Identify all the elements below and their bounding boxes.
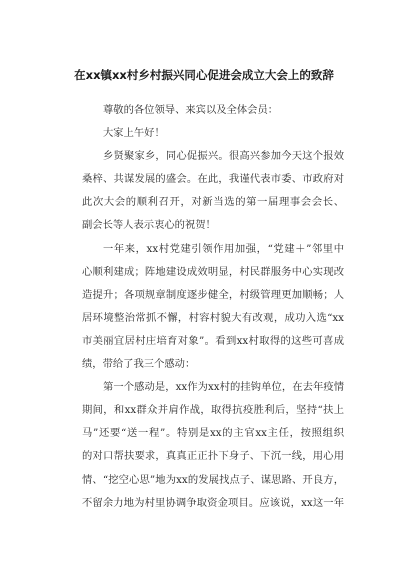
text-line: 桑梓、共谋发展的盛会。在此，我谨代表市委、市政府对 bbox=[82, 173, 344, 186]
text-line: 市美丽宜居村庄培育对象”。看到xx村取得的这些可喜成 bbox=[82, 334, 344, 347]
text-line: 造提升；各项规章制度逐步健全，村级管理更加顺畅；人 bbox=[82, 288, 344, 301]
text-line: 此次大会的顺利召开，对新当选的第一届理事会会长、 bbox=[82, 196, 344, 209]
text-line: 期间，和xx群众并肩作战，取得抗疫胜利后，坚持“扶上 bbox=[82, 404, 344, 417]
text-line: 情、“挖空心思”地为xx的发展找点子、谋思路、开良方， bbox=[82, 473, 344, 486]
text-line: 心顺利建成；阵地建设成效明显，村民群服务中心实现改 bbox=[82, 265, 344, 278]
document-body bbox=[82, 99, 344, 515]
document-title: 在xx镇xx村乡村振兴同心促进会成立大会上的致辞 bbox=[74, 68, 334, 82]
text-line: 尊敬的各位领导、来宾以及全体会员： bbox=[103, 104, 279, 116]
text-line: 不留余力地为村里协调争取资金项目。应该说，xx这一年 bbox=[82, 496, 344, 509]
text-line: 居环境整治常抓不懈，村容村貌大有改观，成功入选“xx bbox=[82, 311, 344, 324]
text-line: 乡贤聚家乡，同心促振兴。很高兴参加今天这个报效 bbox=[103, 150, 344, 163]
text-line: 一年来，xx村党建引领作用加强，“党建＋”邻里中 bbox=[103, 242, 344, 255]
text-line: 的对口帮扶要求，真真正正扑下身子、下沉一线，用心用 bbox=[82, 450, 344, 463]
text-line: 马”还要“送一程”。特别是xx的主官xx主任，按照组织 bbox=[82, 427, 344, 440]
text-line: 副会长等人表示衷心的祝贺！ bbox=[82, 219, 216, 232]
text-line: 第一个感动是，xx作为xx村的挂钩单位，在去年疫情 bbox=[103, 381, 344, 394]
text-line: 绩，带给了我三个感动： bbox=[82, 358, 196, 371]
text-line: 大家上午好！ bbox=[103, 127, 165, 140]
